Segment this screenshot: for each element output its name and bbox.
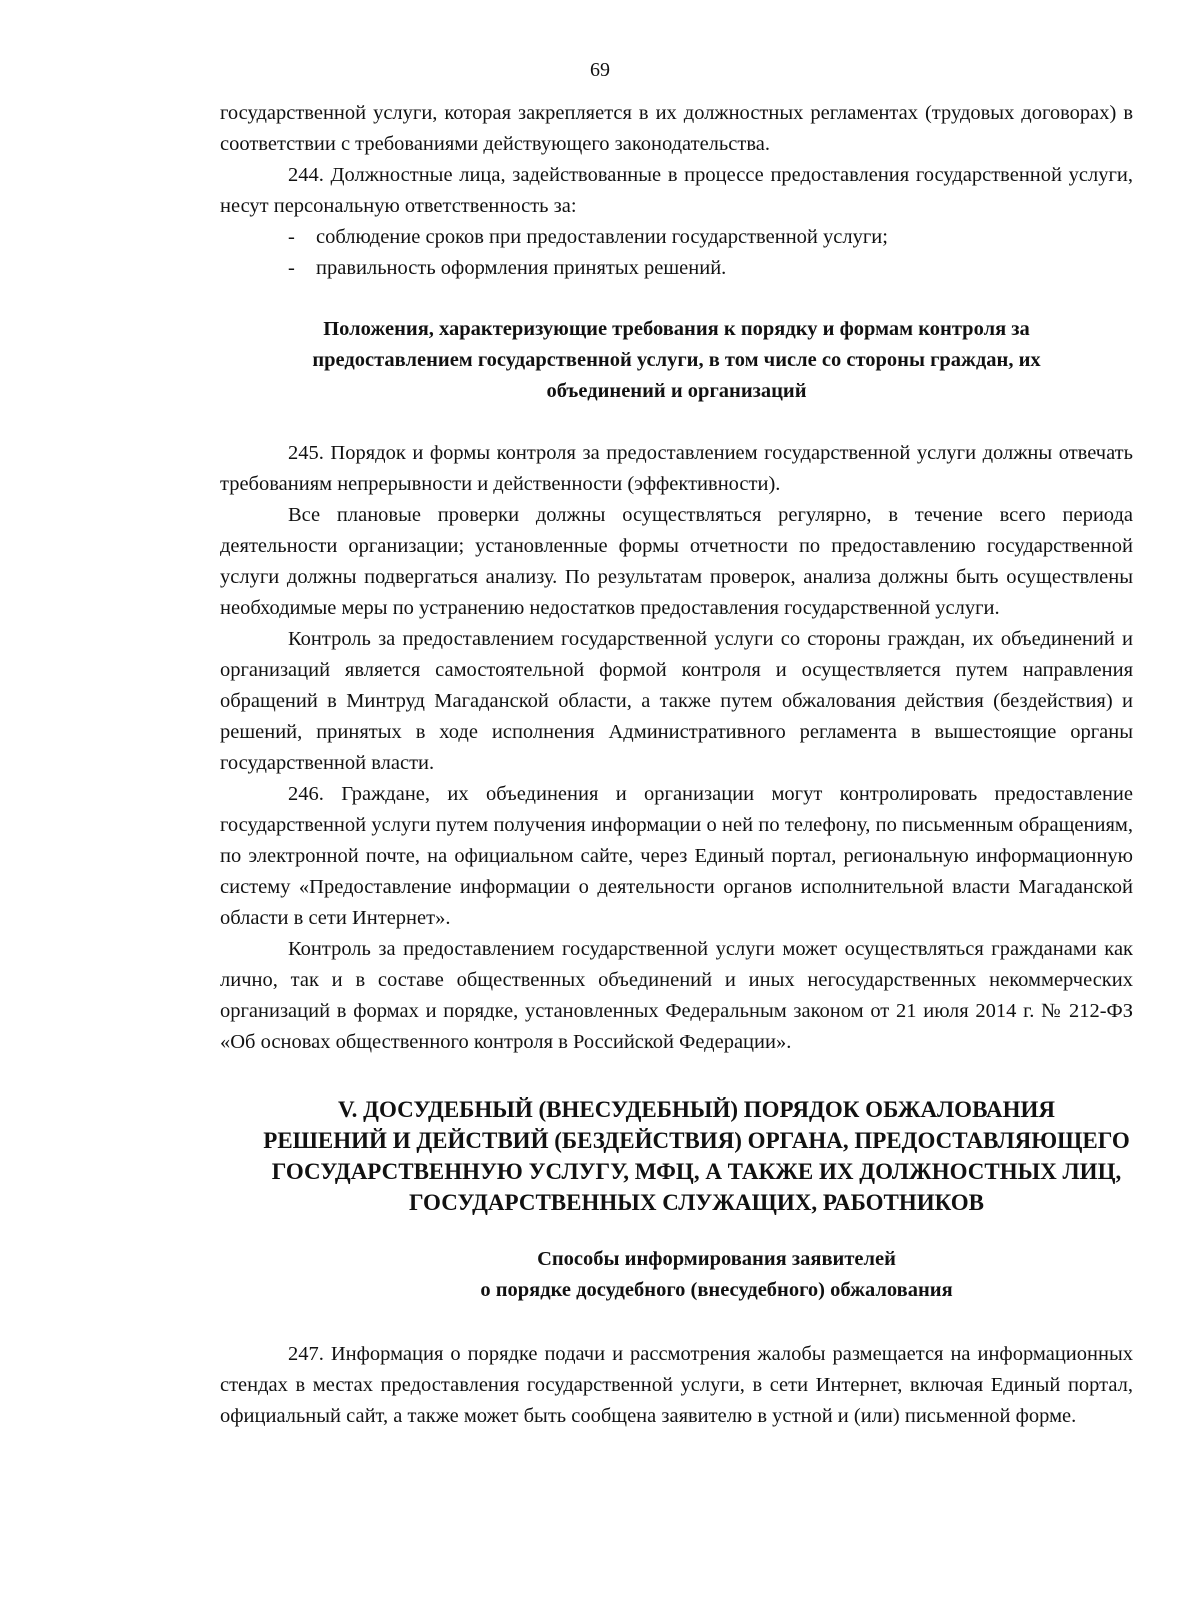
heading-line: РЕШЕНИЙ И ДЕЙСТВИЙ (БЕЗДЕЙСТВИЯ) ОРГАНА, ПРЕДОСТАВЛЯЮЩЕГО (263, 1128, 1130, 1153)
list-item-text: правильность оформления принятых решений. (316, 257, 727, 279)
paragraph-continuation: государственной услуги, которая закрепляется в их должностных регламентах (трудовых договорах) в соответствии с требованиями действующего законодательства. (220, 102, 1133, 155)
page-body (220, 98, 1133, 1432)
paragraph-inspections: Все плановые проверки должны осуществляться регулярно, в течение всего периода деятельности организации; установленные формы отчетности по предоставлению государственной услуги должны подвергаться анализу. По результатам проверок, анализа должны быть осуществлены необходимые меры по устранению недостатков предоставления государственной услуги. (220, 504, 1133, 619)
heading-line: V. ДОСУДЕБНЫЙ (ВНЕСУДЕБНЫЙ) ПОРЯДОК ОБЖАЛОВАНИЯ (338, 1097, 1055, 1122)
page-number: 69 (590, 59, 610, 81)
list-dash: - (288, 226, 295, 248)
list-item (220, 253, 1133, 284)
list-dash: - (288, 257, 295, 279)
info-methods-heading (220, 1244, 1133, 1306)
paragraph-246: 246. Граждане, их объединения и организации могут контролировать предоставление государственной услуги путем получения информации о ней по телефону, по письменным обращениям, по электронной почте, на официальном сайте, через Единый портал, региональную информационную систему «Предоставление информации о деятельности органов исполнительной власти Магаданской области в сети Интернет». (220, 783, 1133, 929)
paragraph-citizen-control: Контроль за предоставлением государственной услуги со стороны граждан, их объединений и организаций является самостоятельной формой контроля и осуществляется путем направления обращений в Минтруд Магаданской области, а также путем обжалования действия (бездействия) и решений, принятых в ходе исполнения Административного регламента в вышестоящие органы государственной власти. (220, 628, 1133, 774)
paragraph-public-control: Контроль за предоставлением государственной услуги может осуществляться гражданами как лично, так и в составе общественных объединений и иных негосударственных некоммерческих организаций в формах и порядке, установленных Федеральным законом от 21 июля 2014 г. № 212-ФЗ «Об основах общественного контроля в Российской Федерации». (220, 938, 1133, 1053)
paragraph-245: 245. Порядок и формы контроля за предоставлением государственной услуги должны отвечать требованиям непрерывности и действенности (эффективности). (220, 442, 1133, 495)
list-item-text: соблюдение сроков при предоставлении государственной услуги; (316, 226, 888, 248)
control-section-heading (220, 314, 1133, 407)
section-v-heading (220, 1094, 1133, 1218)
heading-line: объединений и организаций (546, 380, 807, 402)
paragraph-244: 244. Должностные лица, задействованные в процессе предоставления государственной услуги, несут персональную ответственность за: (220, 164, 1133, 217)
heading-line: Способы информирования заявителей (537, 1248, 896, 1270)
heading-line: предоставлением государственной услуги, в том числе со стороны граждан, их (312, 349, 1041, 371)
heading-line: о порядке досудебного (внесудебного) обжалования (480, 1279, 953, 1301)
paragraph-247: 247. Информация о порядке подачи и рассмотрения жалобы размещается на информационных стендах в местах предоставления государственной услуги, в сети Интернет, включая Единый портал, официальный сайт, а также может быть сообщена заявителю в устной и (или) письменной форме. (220, 1343, 1133, 1427)
heading-line: ГОСУДАРСТВЕННЫХ СЛУЖАЩИХ, РАБОТНИКОВ (409, 1190, 984, 1215)
heading-line: ГОСУДАРСТВЕННУЮ УСЛУГУ, МФЦ, А ТАКЖЕ ИХ ДОЛЖНОСТНЫХ ЛИЦ, (271, 1159, 1122, 1184)
list-item (220, 222, 1133, 253)
heading-line: Положения, характеризующие требования к порядку и формам контроля за (323, 318, 1030, 340)
